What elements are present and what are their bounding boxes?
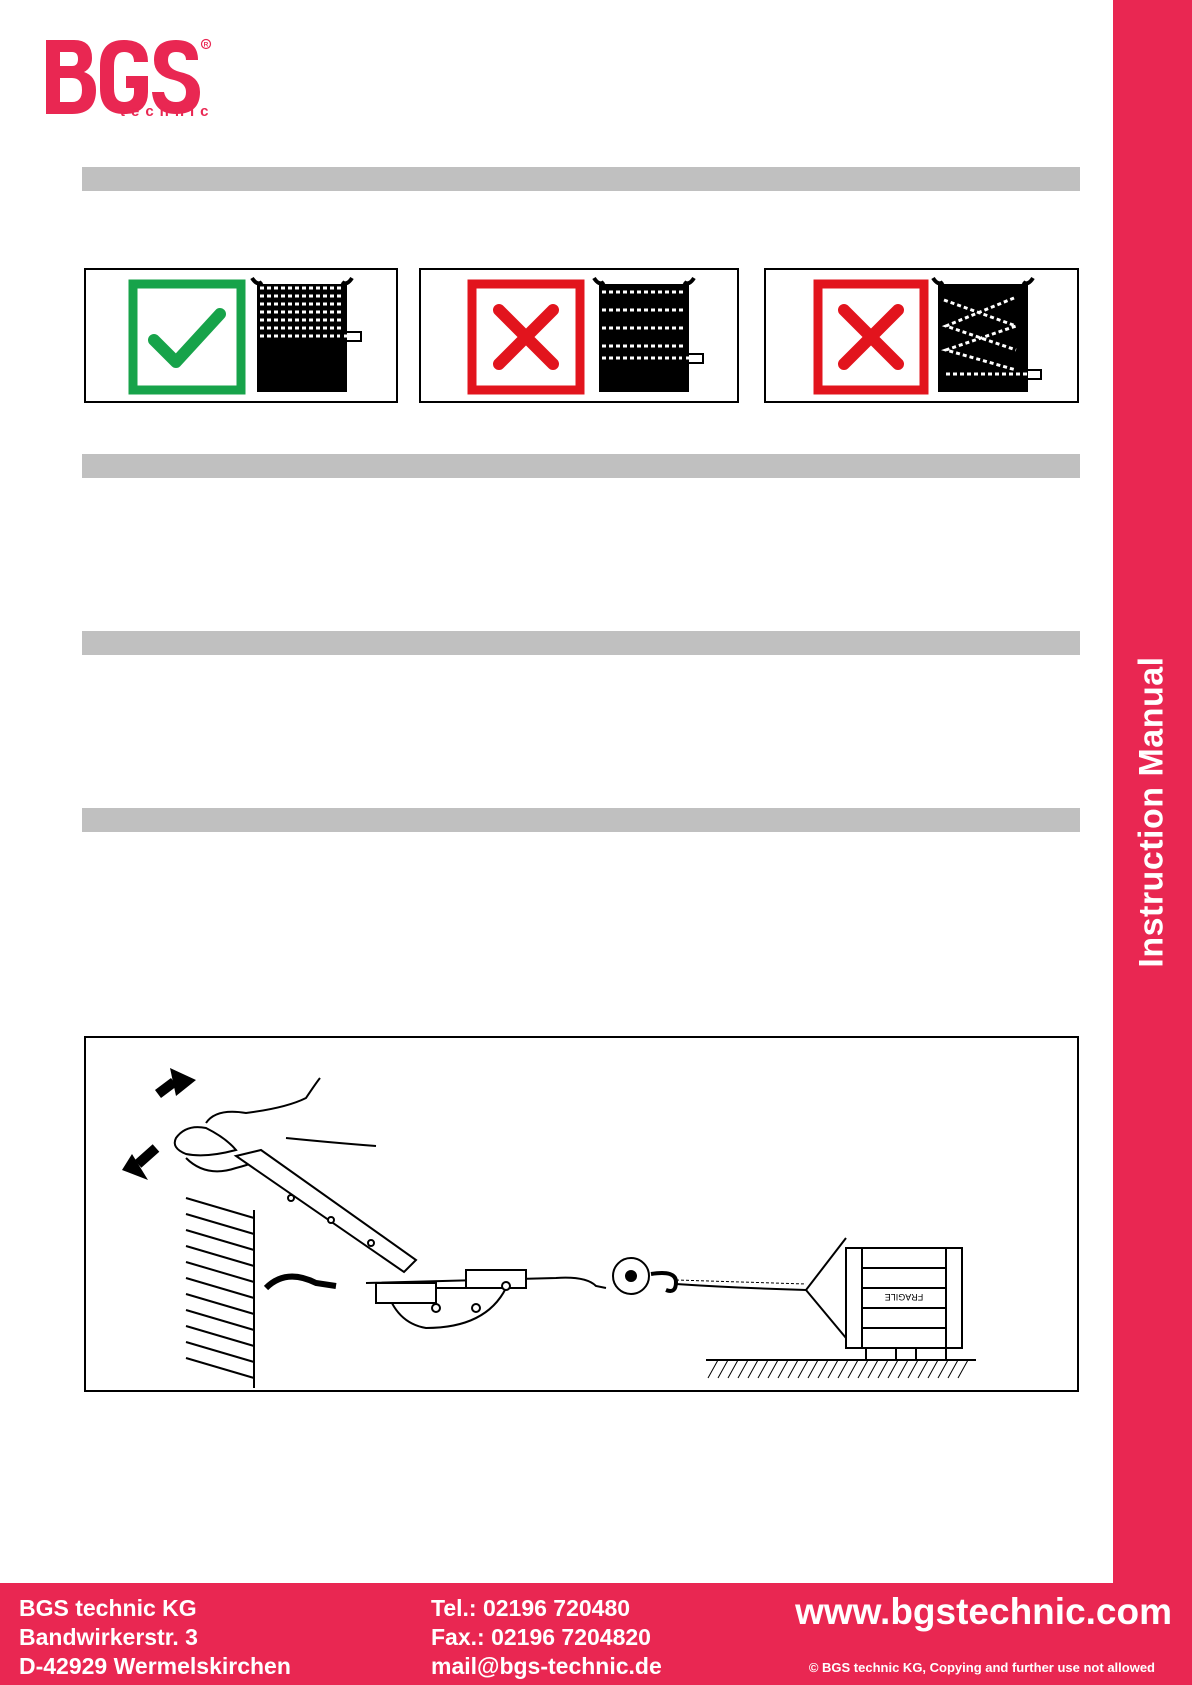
footer-contact [431,1594,662,1681]
footer-fax: Fax.: 02196 7204820 [431,1624,651,1650]
check-icon [154,314,220,362]
cable [676,1238,846,1338]
footer [0,1583,1192,1685]
drum-icon [252,278,361,392]
crate-label: FRAGILE [884,1292,924,1302]
spool-panel-wrong-1 [419,268,739,403]
footer-copyright: © BGS technic KG, Copying and further use not allowed [808,1660,1155,1675]
pulley-block [613,1258,676,1294]
section-header-bar [82,808,1080,832]
section-header-bar [82,167,1080,191]
drum-icon [594,278,703,392]
spool-panel-correct [84,268,398,403]
logo-subtext: technic [120,103,215,120]
winch-body [266,1270,606,1328]
footer-address [19,1594,291,1681]
cross-icon [844,310,898,364]
section-header-bar [82,454,1080,478]
footer-mail[interactable]: mail@bgs-technic.de [431,1653,662,1679]
winch-lever [236,1150,416,1272]
footer-tel: Tel.: 02196 720480 [431,1595,631,1621]
drum-icon [933,278,1041,392]
footer-company: BGS technic KG [19,1595,197,1621]
footer-city: D-42929 Wermelskirchen [19,1653,291,1679]
winch-illustration [84,1036,1079,1392]
footer-street: Bandwirkerstr. 3 [19,1624,198,1650]
wall-anchor [186,1198,254,1388]
footer-website[interactable]: www.bgstechnic.com [795,1591,1172,1632]
spool-panel-wrong-2 [764,268,1079,403]
direction-arrows [122,1068,196,1180]
hand [175,1078,376,1171]
sidebar-title: Instruction Manual [1132,656,1171,968]
section-header-bar [82,631,1080,655]
ground [706,1360,976,1378]
svg-text:R: R [203,41,209,49]
crate [846,1248,962,1360]
bgs-logo [44,36,224,120]
cross-icon [499,310,553,364]
